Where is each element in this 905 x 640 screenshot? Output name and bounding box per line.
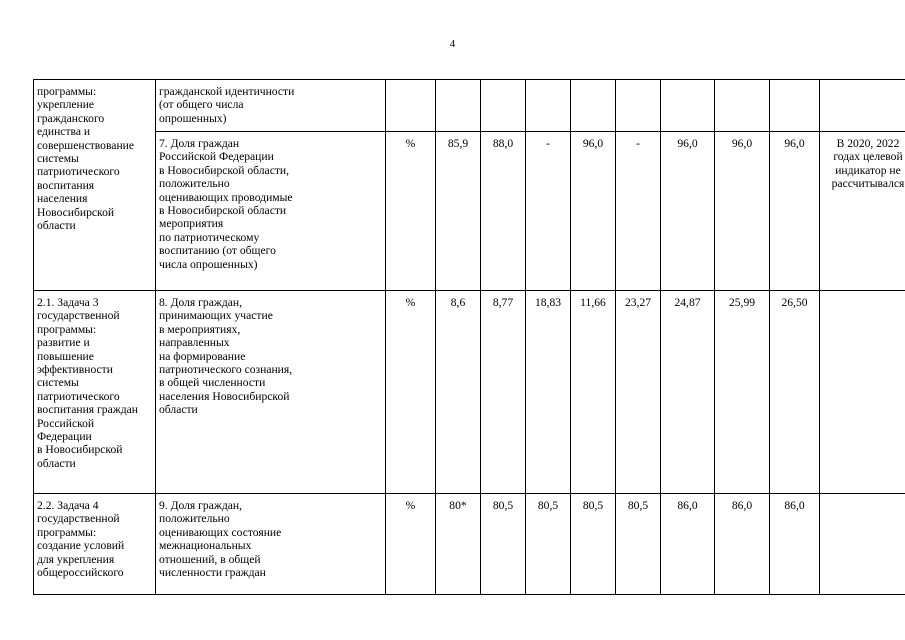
value-cell: 24,87 xyxy=(661,291,715,494)
value-cell: 88,0 xyxy=(481,132,526,291)
value-cell: 96,0 xyxy=(571,132,616,291)
value-cell: 8,77 xyxy=(481,291,526,494)
table-row xyxy=(34,80,905,132)
value-cell: 80,5 xyxy=(616,494,661,595)
unit-cell xyxy=(386,80,436,132)
value-cell: 96,0 xyxy=(715,132,770,291)
unit-cell: % xyxy=(386,494,436,595)
value-cell: 80,5 xyxy=(481,494,526,595)
note-cell xyxy=(820,291,905,494)
value-cell: - xyxy=(526,132,571,291)
value-cell: 23,27 xyxy=(616,291,661,494)
indicator-name-cell: гражданской идентичности (от общего числа опрошенных) xyxy=(156,80,386,132)
value-cell: 80* xyxy=(436,494,481,595)
task-cell: 2.1. Задача 3 государственной программы: развитие и повышение эффективности системы патриотического воспитания граждан Российской Федерации в Новосибирской области xyxy=(34,291,156,494)
value-cell: 86,0 xyxy=(770,494,820,595)
table-row xyxy=(34,132,905,291)
indicators-table xyxy=(33,79,905,595)
value-cell: 85,9 xyxy=(436,132,481,291)
table-row xyxy=(34,291,905,494)
value-cell xyxy=(436,80,481,132)
value-cell: 80,5 xyxy=(571,494,616,595)
page-number: 4 xyxy=(449,38,456,50)
unit-cell: % xyxy=(386,291,436,494)
unit-cell: % xyxy=(386,132,436,291)
indicator-name-cell: 9. Доля граждан, положительно оценивающих состояние межнациональных отношений, в общей численности граждан xyxy=(156,494,386,595)
value-cell xyxy=(526,80,571,132)
value-cell: 18,83 xyxy=(526,291,571,494)
task-cell: программы: укрепление гражданского единства и совершенствование системы патриотического воспитания населения Новосибирской области xyxy=(34,80,156,291)
indicator-name-cell: 8. Доля граждан, принимающих участие в мероприятиях, направленных на формирование патриотического сознания, в общей численности населения Новосибирской области xyxy=(156,291,386,494)
value-cell: 25,99 xyxy=(715,291,770,494)
value-cell xyxy=(481,80,526,132)
table-row xyxy=(34,494,905,595)
value-cell xyxy=(770,80,820,132)
value-cell: 8,6 xyxy=(436,291,481,494)
value-cell: 96,0 xyxy=(770,132,820,291)
note-cell: В 2020, 2022 годах целевой индикатор не рассчитывался xyxy=(820,132,905,291)
note-cell xyxy=(820,80,905,132)
value-cell xyxy=(616,80,661,132)
value-cell: 96,0 xyxy=(661,132,715,291)
value-cell xyxy=(661,80,715,132)
value-cell: 11,66 xyxy=(571,291,616,494)
value-cell xyxy=(571,80,616,132)
value-cell: - xyxy=(616,132,661,291)
value-cell: 86,0 xyxy=(715,494,770,595)
value-cell xyxy=(715,80,770,132)
note-cell xyxy=(820,494,905,595)
indicator-name-cell: 7. Доля граждан Российской Федерации в Новосибирской области, положительно оценивающих проводимые в Новосибирской области мероприятия по патриотическому воспитанию (от общего числа опрошенных) xyxy=(156,132,386,291)
value-cell: 26,50 xyxy=(770,291,820,494)
value-cell: 80,5 xyxy=(526,494,571,595)
value-cell: 86,0 xyxy=(661,494,715,595)
task-cell: 2.2. Задача 4 государственной программы: создание условий для укрепления общероссийского xyxy=(34,494,156,595)
